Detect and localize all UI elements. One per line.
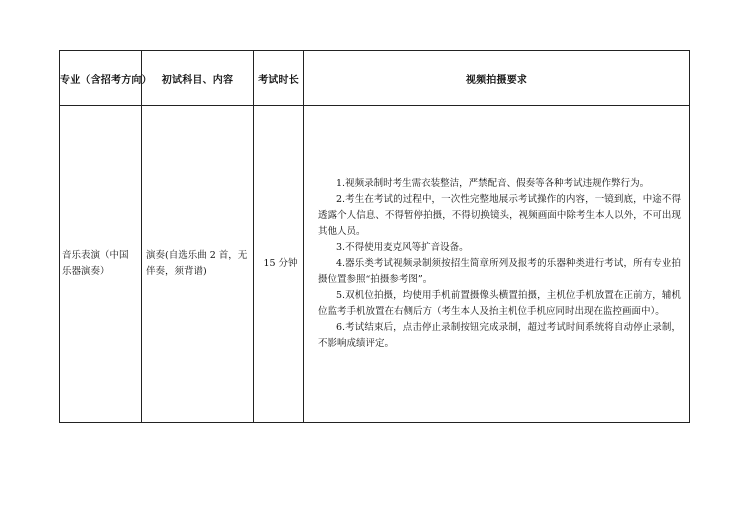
requirement-item-6: 6.考试结束后，点击停止录制按钮完成录制，超过考试时间系统将自动停止录制，不影响成绩评定。 xyxy=(318,322,681,349)
header-duration: 考试时长 xyxy=(254,51,304,106)
header-requirements: 视频拍摄要求 xyxy=(304,51,690,106)
requirements-table xyxy=(59,50,690,423)
table-header-row xyxy=(60,51,690,106)
requirement-item-1: 1.视频录制时考生需衣装整洁，严禁配音、假奏等各种考试违规作弊行为。 xyxy=(336,178,650,189)
table-row xyxy=(60,106,690,423)
requirement-item-2: 2.考生在考试的过程中，一次性完整地展示考试操作的内容，一镜到底，中途不得透露个人信息、不得暂停拍摄，不得切换镜头，视频画面中除考生本人以外，不可出现其他人员。 xyxy=(318,194,681,237)
requirement-item-3: 3.不得使用麦克风等扩音设备。 xyxy=(336,242,469,253)
requirement-item-4: 4.器乐类考试视频录制须按招生简章所列及报考的乐器种类进行考试，所有专业拍摄位置参照“拍摄参考图”。 xyxy=(318,258,681,285)
cell-requirements xyxy=(304,106,690,423)
cell-major: 音乐表演（中国乐器演奏） xyxy=(60,106,142,423)
requirement-item-5: 5.双机位拍摄，均使用手机前置摄像头横置拍摄，主机位手机放置在正前方，辅机位监考手机放置在右侧后方（考生本人及抬主机位手机应同时出现在监控画面中）。 xyxy=(318,290,681,317)
cell-duration: 15 分钟 xyxy=(254,106,304,423)
header-major: 专业（含招考方向） xyxy=(60,51,142,106)
header-content: 初试科目、内容 xyxy=(142,51,254,106)
cell-content: 演奏(自选乐曲 2 首，无伴奏，须背谱) xyxy=(142,106,254,423)
